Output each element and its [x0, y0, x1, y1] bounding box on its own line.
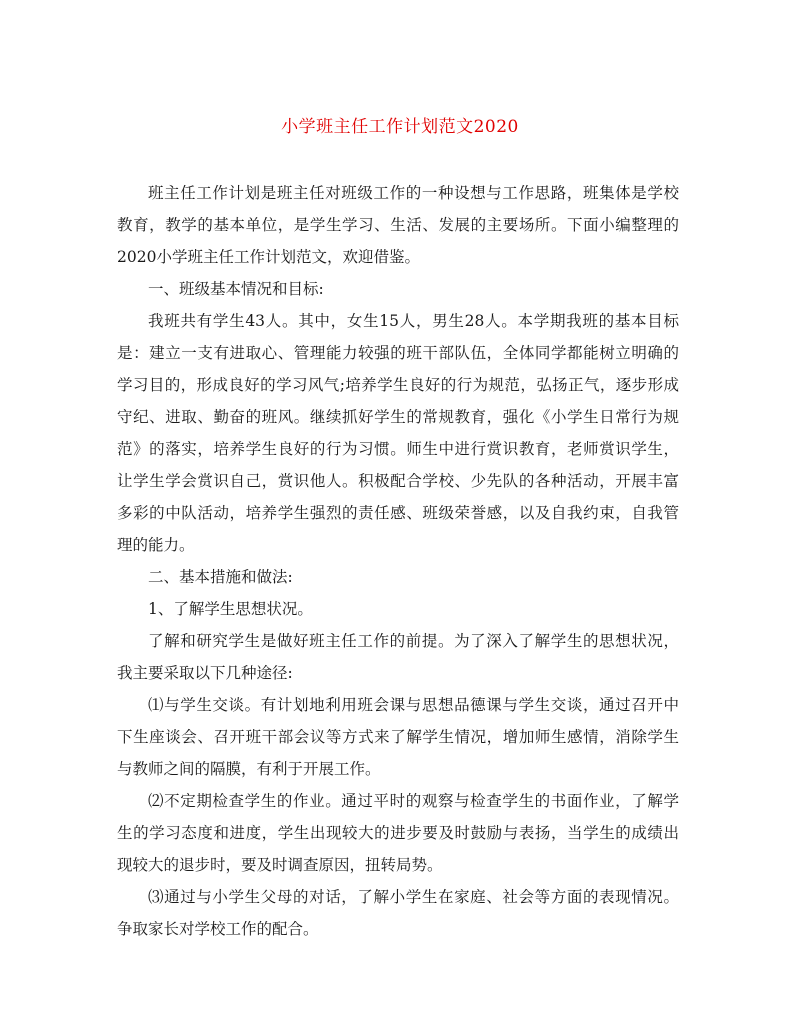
text-line: 一、班级基本情况和目标:: [148, 280, 324, 298]
text-line: 下生座谈会、召开班干部会议等方式来了解学生情况，增加师生感情，消除学生: [117, 728, 679, 746]
text-line: 教育，教学的基本单位，是学生学习、生活、发展的主要场所。下面小编整理的: [117, 216, 679, 234]
text-line: ⑵不定期检查学生的作业。通过平时的观察与检查学生的书面作业，了解学: [148, 792, 679, 810]
text-line: 守纪、进取、勤奋的班风。继续抓好学生的常规教育，强化《小学生日常行为规: [117, 408, 679, 426]
document-body: [117, 177, 679, 945]
text-line: 争取家长对学校工作的配合。: [117, 920, 319, 938]
text-line: 与教师之间的隔膜，有利于开展工作。: [117, 760, 381, 778]
text-line: 我班共有学生43人。其中，女生15人，男生28人。本学期我班的基本目标: [148, 312, 679, 330]
text-line: 范》的落实，培养学生良好的行为习惯。师生中进行赏识教育，老师赏识学生，: [117, 440, 679, 458]
text-line: 了解和研究学生是做好班主任工作的前提。为了深入了解学生的思想状况，: [148, 632, 679, 650]
text-line: ⑶通过与小学生父母的对话，了解小学生在家庭、社会等方面的表现情况。: [148, 888, 679, 906]
text-line: 2020小学班主任工作计划范文，欢迎借鉴。: [117, 248, 420, 266]
text-line: 让学生学会赏识自己，赏识他人。积极配合学校、少先队的各种活动，开展丰富: [117, 472, 679, 490]
text-line: 学习目的，形成良好的学习风气;培养学生良好的行为规范，弘扬正气，逐步形成: [117, 376, 679, 394]
text-line: 生的学习态度和进度，学生出现较大的进步要及时鼓励与表扬，当学生的成绩出: [117, 824, 679, 842]
text-line: ⑴与学生交谈。有计划地利用班会课与思想品德课与学生交谈，通过召开中: [148, 696, 679, 714]
text-line: 班主任工作计划是班主任对班级工作的一种设想与工作思路，班集体是学校: [148, 184, 679, 202]
text-line: 1、了解学生思想状况。: [148, 600, 313, 618]
text-line: 现较大的退步时，要及时调查原因，扭转局势。: [117, 856, 443, 874]
text-line: 多彩的中队活动，培养学生强烈的责任感、班级荣誉感，以及自我约束，自我管: [117, 504, 679, 522]
document-title: 小学班主任工作计划范文2020: [281, 117, 519, 137]
text-line: 理的能力。: [117, 536, 195, 554]
text-line: 我主要采取以下几种途径:: [117, 664, 293, 682]
text-line: 二、基本措施和做法:: [148, 568, 293, 586]
text-line: 是：建立一支有进取心、管理能力较强的班干部队伍，全体同学都能树立明确的: [117, 344, 679, 362]
